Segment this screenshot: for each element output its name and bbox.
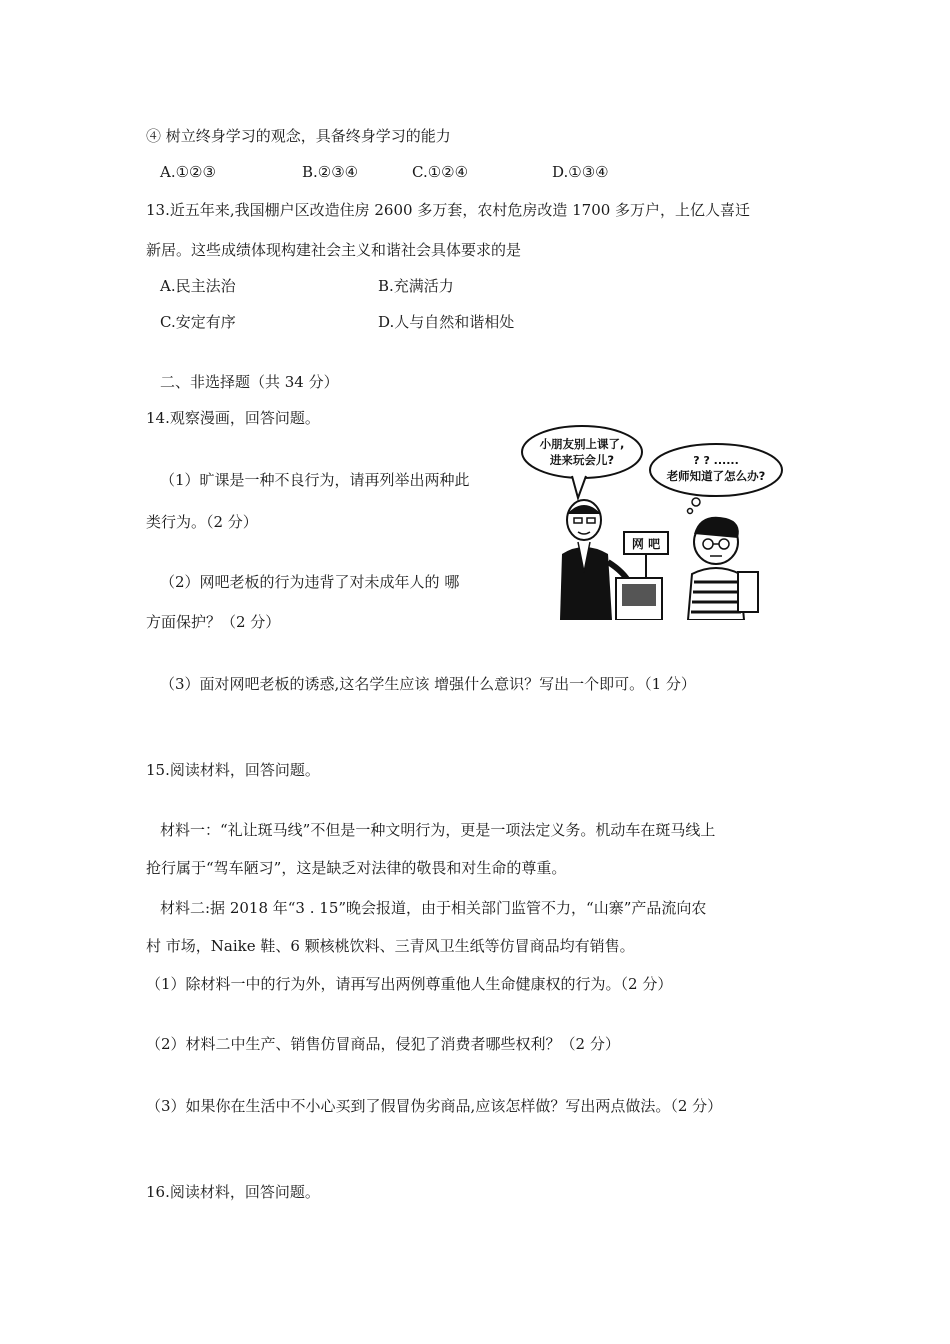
- q15-material-1-line-1: 材料一：“礼让斑马线”不但是一种文明行为，更是一项法定义务。机动车在斑马线上: [160, 821, 716, 839]
- boss-speech-line-1: 小朋友别上课了,: [539, 437, 625, 451]
- q14-part-1-line-1: （1）旷课是一种不良行为，请再列举出两种此: [160, 471, 470, 489]
- q15-part-1: （1）除材料一中的行为外，请再写出两例尊重他人生命健康权的行为。（2 分）: [146, 975, 673, 993]
- q14-part-1-line-2: 类行为。（2 分）: [146, 513, 258, 531]
- q15-material-1-line-2: 抢行属于“驾车陋习”，这是缺乏对法律的敬畏和对生命的尊重。: [146, 859, 567, 877]
- q13-stem-line-1: 13.近五年来,我国棚户区改造住房 2600 多万套，农村危房改造 1700 多万户，上亿人喜迁: [146, 201, 751, 219]
- q13-option-c: C.安定有序: [160, 313, 236, 331]
- q15-stem: 15.阅读材料，回答问题。: [146, 761, 320, 779]
- internet-cafe-sign-text: 网 吧: [631, 537, 661, 551]
- q14-part-2-line-2: 方面保护？（2 分）: [146, 613, 281, 631]
- boss-speech-bubble: [522, 426, 642, 478]
- q13-option-d: D.人与自然和谐相处: [378, 313, 515, 331]
- q12-option-a: A.①②③: [160, 163, 216, 181]
- q15-material-2-line-2: 村 市场，Naike 鞋、6 颗核桃饮料、三青风卫生纸等仿冒商品均有销售。: [146, 937, 635, 955]
- section-2-title: 二、非选择题（共 34 分）: [160, 373, 339, 391]
- q13-stem-line-2: 新居。这些成绩体现构建社会主义和谐社会具体要求的是: [146, 241, 522, 259]
- student-thought-line-1: ? ? ......: [693, 454, 739, 467]
- q13-option-b: B.充满活力: [378, 277, 454, 295]
- q15-part-3: （3）如果你在生活中不小心买到了假冒伪劣商品,应该怎样做？写出两点做法。（2 分）: [146, 1097, 723, 1115]
- q12-option-b: B.②③④: [302, 163, 359, 181]
- student-thought-line-2: 老师知道了怎么办?: [666, 469, 766, 483]
- q12-option-d: D.①③④: [552, 163, 609, 181]
- comic-illustration: [520, 422, 790, 620]
- boss-speech-line-2: 进来玩会儿?: [549, 453, 615, 467]
- q12-item-4: ④ 树立终身学习的观念，具备终身学习的能力: [146, 127, 451, 145]
- q12-option-c: C.①②④: [412, 163, 469, 181]
- q16-stem: 16.阅读材料，回答问题。: [146, 1183, 320, 1201]
- q14-part-2-line-1: （2）网吧老板的行为违背了对未成年人的 哪: [160, 573, 460, 591]
- q15-part-2: （2）材料二中生产、销售仿冒商品，侵犯了消费者哪些权利？（2 分）: [146, 1035, 620, 1053]
- student-figure: [688, 517, 758, 620]
- q13-option-a: A.民主法治: [160, 277, 236, 295]
- q14-part-3: （3）面对网吧老板的诱惑,这名学生应该 增强什么意识？写出一个即可。（1 分）: [160, 675, 696, 693]
- q15-material-2-line-1: 材料二:据 2018 年“3 . 15”晚会报道，由于相关部门监管不力，“山寨”产品流向农: [160, 899, 707, 917]
- q14-stem: 14.观察漫画，回答问题。: [146, 409, 320, 427]
